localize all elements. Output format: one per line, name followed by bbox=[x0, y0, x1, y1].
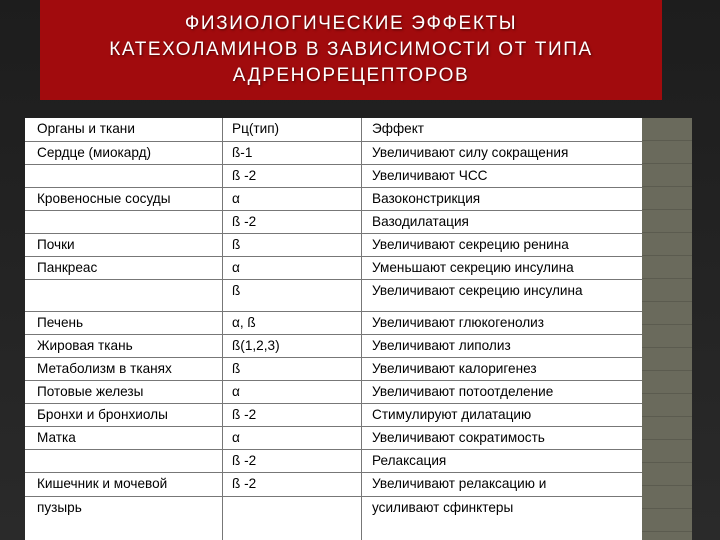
effect-cell: Увеличивают липолиз bbox=[372, 338, 511, 353]
slide-title: ФИЗИОЛОГИЧЕСКИЕ ЭФФЕКТЫ КАТЕХОЛАМИНОВ В ЗАВИСИМОСТИ ОТ ТИПА АДРЕНОРЕЦЕПТОРОВ bbox=[109, 13, 593, 86]
receptor-cell: ß -2 bbox=[232, 476, 257, 491]
header-effect: Эффект bbox=[372, 121, 425, 136]
receptor-cell: ß bbox=[232, 283, 241, 298]
table-row bbox=[25, 334, 642, 357]
effect-cell: Стимулируют дилатацию bbox=[372, 407, 532, 422]
effect-cell: Увеличивают сократимость bbox=[372, 430, 545, 445]
table-header-row bbox=[25, 118, 642, 141]
table-row bbox=[25, 233, 642, 256]
effects-table bbox=[25, 118, 642, 540]
receptor-cell: ß -2 bbox=[232, 214, 257, 229]
table-row bbox=[25, 210, 642, 233]
table-row bbox=[25, 187, 642, 210]
organ-cell: Матка bbox=[37, 430, 76, 445]
table-row bbox=[25, 449, 642, 472]
organ-cell: Бронхи и бронхиолы bbox=[37, 407, 168, 422]
receptor-cell: ß -2 bbox=[232, 407, 257, 422]
organ-cell: пузырь bbox=[37, 500, 82, 515]
organ-cell: Жировая ткань bbox=[37, 338, 133, 353]
effect-cell: Вазоконстрикция bbox=[372, 191, 481, 206]
table-row bbox=[25, 256, 642, 279]
receptor-cell: ß(1,2,3) bbox=[232, 338, 280, 353]
receptor-cell: α bbox=[232, 191, 240, 206]
table-row bbox=[25, 311, 642, 334]
effect-cell: Релаксация bbox=[372, 453, 447, 468]
table-row bbox=[25, 380, 642, 403]
receptor-cell: ß -2 bbox=[232, 168, 257, 183]
table-row bbox=[25, 357, 642, 380]
table-row bbox=[25, 472, 642, 495]
organ-cell: Печень bbox=[37, 315, 84, 330]
organ-cell: Сердце (миокард) bbox=[37, 145, 152, 160]
effect-cell: Вазодилатация bbox=[372, 214, 469, 229]
header-receptor: Рц(тип) bbox=[232, 121, 280, 136]
receptor-cell: ß bbox=[232, 361, 241, 376]
effect-cell: Увеличивают секрецию инсулина bbox=[372, 283, 583, 298]
header-organs: Органы и ткани bbox=[37, 121, 135, 136]
effect-cell: Увеличивают релаксацию и bbox=[372, 476, 547, 491]
receptor-cell: α bbox=[232, 384, 240, 399]
effect-cell: Увеличивают глюкогенолиз bbox=[372, 315, 544, 330]
table-row bbox=[25, 141, 642, 164]
organ-cell: Панкреас bbox=[37, 260, 98, 275]
title-banner bbox=[40, 0, 662, 100]
organ-cell: Кровеносные сосуды bbox=[37, 191, 171, 206]
table-row bbox=[25, 426, 642, 449]
table-row bbox=[25, 403, 642, 426]
column-divider bbox=[222, 118, 223, 540]
receptor-cell: α bbox=[232, 430, 240, 445]
effect-cell: Увеличивают калоригенез bbox=[372, 361, 537, 376]
effect-cell: Увеличивают потоотделение bbox=[372, 384, 554, 399]
effect-cell: усиливают сфинктеры bbox=[372, 500, 514, 515]
decorative-side-panel bbox=[642, 118, 692, 540]
organ-cell: Потовые железы bbox=[37, 384, 144, 399]
receptor-cell: ß -2 bbox=[232, 453, 257, 468]
effect-cell: Увеличивают секрецию ренина bbox=[372, 237, 569, 252]
effect-cell: Увеличивают силу сокращения bbox=[372, 145, 569, 160]
receptor-cell: ß-1 bbox=[232, 145, 253, 160]
table-row bbox=[25, 496, 642, 519]
receptor-cell: α bbox=[232, 260, 240, 275]
table-row-gap bbox=[25, 302, 642, 311]
column-divider bbox=[361, 118, 362, 540]
receptor-cell: α, ß bbox=[232, 315, 256, 330]
effect-cell: Увеличивают ЧСС bbox=[372, 168, 488, 183]
table-row bbox=[25, 164, 642, 187]
organ-cell: Кишечник и мочевой bbox=[37, 476, 168, 491]
organ-cell: Почки bbox=[37, 237, 75, 252]
receptor-cell: ß bbox=[232, 237, 241, 252]
organ-cell: Метаболизм в тканях bbox=[37, 361, 172, 376]
table-row bbox=[25, 279, 642, 302]
effect-cell: Уменьшают секрецию инсулина bbox=[372, 260, 574, 275]
